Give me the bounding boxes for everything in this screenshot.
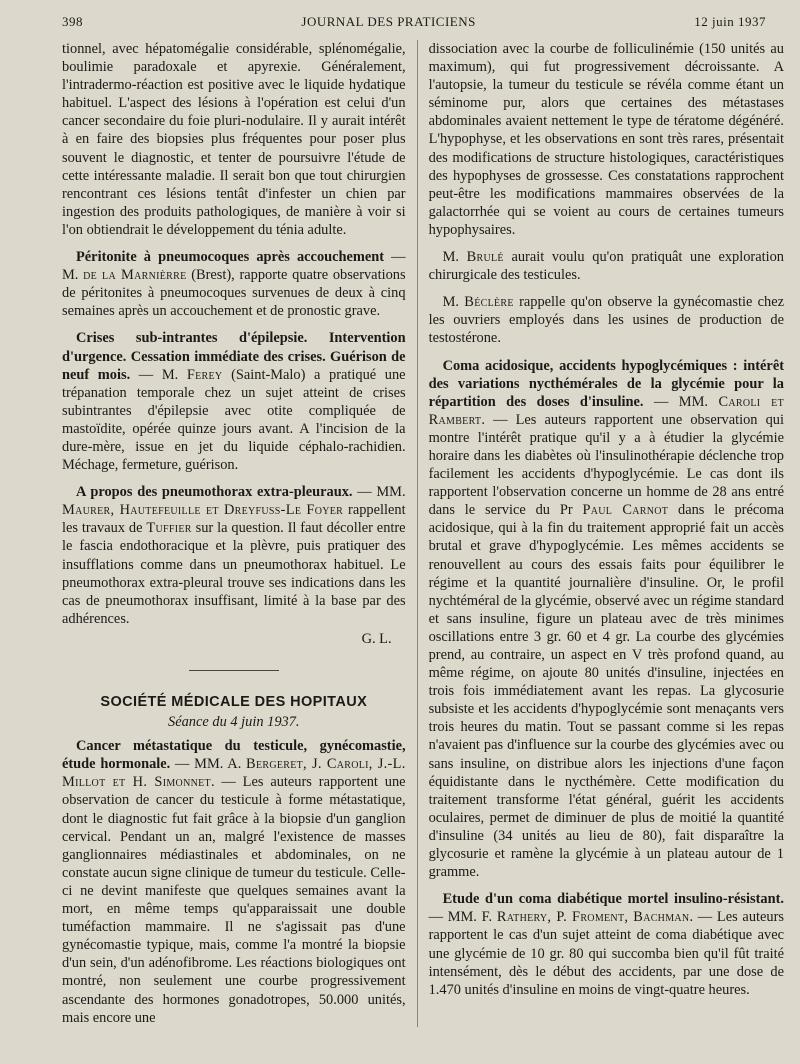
heading-peritonite: Péritonite à pneumocoques après accouchement: [76, 249, 385, 266]
author-name: Ferey: [186, 366, 223, 383]
reference-name: Tuffier: [146, 520, 192, 537]
author-name: Brulé: [466, 249, 504, 266]
paragraph-pneumothorax: A propos des pneumothorax extra-pleuraux. — MM. Maurer, Hautefeuille et Dreyfuss-Le Foyer rappellent les travaux de Tuffier sur la question. Il faut décoller entre le fascia endothoracique et la plèvre, puis pratiquer des insufflations comme dans un pneumothorax habituel. Le pneumothorax extra-pleural trouve ses indications dans les cas de pneumothorax insuffisant, limité à la base par des adhérences.: [62, 484, 406, 627]
author-names: Caroli et Rambert: [428, 393, 784, 428]
session-date: Séance du 4 juin 1937.: [168, 714, 300, 731]
reference-name: Paul Carnot: [582, 502, 669, 519]
left-column: [62, 40, 418, 1027]
section-divider: [189, 670, 279, 671]
author-names: Maurer, Hautefeuille et Dreyfuss-Le Foyer: [62, 502, 344, 519]
heading-epilepsie: Crises sub-intrantes d'épilepsie. Intervention d'urgence. Cessation immédiate des crises. Guérison de neuf mois.: [62, 330, 406, 383]
paragraph-cancer-testicule: Cancer métastatique du testicule, gynécomastie, étude hormonale. — MM. A. Bergeret, J. Caroli, J.-L. Millot et H. Simonnet. — Les auteurs rapportent une observation de cancer du testicule à forme métastatique, dont le diagnostic fut fait grâce à la biopsie d'un ganglion cervical. Pendant un an, malgré l'existence de masses ganglionnaires médiastinales et abdominales, on ne constate aucun signe clinique de tumeur du testicule. Celle-ci ne devint manifeste que quelques semaines avant la mort, en même temps qu'apparaissait une double tuméfaction mammaire. Il ne s'agissait pas d'une gynécomastie typique, mais, comme l'a montré la biopsie d'un sein, d'un adénofibrome. Les réactions biologiques ont montré, non seulement une courbe progressivement ascendante des hormones gonadotropes, 50.000 unités, mais encore une: [62, 738, 406, 1026]
paragraph-hydatid-continuation: tionnel, avec hépatomégalie considérable, splénomégalie, boulimie paradoxale et apyrexie. Généralement, l'intradermo-réaction est positive avec le liquide hydatique habituel. L'aspect des lésions à l'opération est celui d'un cancer secondaire du foie pluri-nodulaire. Il y aurait intérêt à en faire des biopsies plus fréquentes pour poser plus souvent le diagnostic, et tenter de poursuivre l'étude de cette intéressante maladie. Il serait bon que tout chirurgien rencontrant ces lésions tentât d'infester un chien par ingestion des produits pathologiques, de manière à voir si l'on obtiendrait le développement du ténia adulte.: [62, 41, 406, 238]
signature: G. L.: [361, 630, 392, 647]
issue-date: 12 juin 1937: [694, 14, 766, 29]
page-header: [62, 14, 766, 36]
paragraph-cancer-continuation: dissociation avec la courbe de folliculinémie (150 unités au maximum), qui fut progressivement décroissante. A l'autopsie, la tumeur du testicule se révéla comme étant un séminome pur, alors que certaines des métastases abdominales avaient nettement le type de tératome dégénéré. L'hypophyse, et les observations en sont très rares, présentait des modifications de structure histologiques, caractéristiques des hypophyses de grossesse. Ces constatations rapprochent peut-être les modifications mammaires observées de la galactorrhée qui se voient au cours de certaines tumeurs hypophysaires.: [428, 41, 784, 238]
page-number: 398: [62, 14, 83, 29]
author-names: Bergeret, J. Caroli, J.-L. Millot et H. Simonnet: [62, 756, 406, 791]
paragraph-peritonite: Péritonite à pneumocoques après accouchement — M. de la Marnièrre (Brest), rapporte quatre observations de péritonites à pneumocoques survenues de deux à cinq semaines après un accouchement et de pronostic grave.: [62, 249, 406, 320]
author-name: Béclère: [464, 294, 514, 311]
heading-cancer-testicule: Cancer métastatique du testicule, gynécomastie, étude hormonale.: [62, 738, 406, 773]
heading-coma-diabetique: Etude d'un coma diabétique mortel insulino-résistant.: [442, 891, 784, 908]
paragraph-brule: M. Brulé aurait voulu qu'on pratiquât une exploration chirurgicale des testicules.: [428, 249, 784, 284]
heading-coma-acidosique: Coma acidosique, accidents hypoglycémiques : intérêt des variations nycthémérales de la glycémie pour la répartition des doses d'insuline.: [428, 357, 784, 410]
heading-pneumothorax: A propos des pneumothorax extra-pleuraux.: [76, 484, 353, 501]
two-column-body: [62, 40, 784, 1027]
section-title: SOCIÉTÉ MÉDICALE DES HOPITAUX: [100, 694, 368, 710]
author-names: Rathery, P. Froment, Bachman: [496, 909, 690, 926]
paragraph-beclere: M. Béclère rappelle qu'on observe la gynécomastie chez les ouvriers employés dans les usines de production de testostérone.: [428, 294, 784, 347]
paragraph-epilepsie: Crises sub-intrantes d'épilepsie. Intervention d'urgence. Cessation immédiate des crises. Guérison de neuf mois. — M. Ferey (Saint-Malo) a pratiqué une trépanation temporale chez un sujet atteint de crises subintrantes d'épilepsie avec otite compliquée de mastoïdite, opérée quinze jours avant. A l'incision de la dure-mère, issue en jet du liquide céphalo-rachidien. Méchage, fermeture, guérison.: [62, 330, 406, 474]
paragraph-coma-diabetique: Etude d'un coma diabétique mortel insulino-résistant. — MM. F. Rathery, P. Froment, Bachman. — Les auteurs rapportent le cas d'un sujet atteint de coma diabétique avec une glycémie de 10 gr. 80 qui succomba bien qu'il fût traité intensément, dès le début des accidents, par une dose de 1.470 unités d'insuline en moins de vingt-quatre heures.: [428, 891, 784, 998]
paragraph-coma-acidosique: Coma acidosique, accidents hypoglycémiques : intérêt des variations nycthémérales de la glycémie pour la répartition des doses d'insuline. — MM. Caroli et Rambert. — Les auteurs rapportent une observation qui montre l'intérêt pratique qu'il y a à étudier la glycémie horaire dans les diabètes où l'insulinothérapie déclenche trop facilement les accidents d'hypoglycémie. Le cas dont ils rapportent l'observation concerne un homme de 28 ans entré dans le service du Pr Paul Carnot dans le précoma acidosique, qui à la fin du traitement approprié fait un accès brutal et grave d'hypoglycémie. Les mêmes accidents se renouvellent au cours des essais faits pour équilibrer le régime et la quantité journalière d'insuline. Or, le profil nychtéméral de la glycémie, observé avec un régime standard et sans insuline, figure un plateau avec de très minimes oscillations entre 3 gr. 60 et 4 gr. La courbe des glycémies prend, au contraire, un aspect en V très profond quand, au même régime, on ajoute 80 unités d'insuline, injectées en trois fois immédiatement avant les repas. La glycosurie subsiste et les accidents d'hypoglycémie sont menaçants vers trois heures du matin. Tout se passant comme si les repas n'avaient pas d'influence sur la courbe des glycémies avec ou sans insuline, on distribue alors les injections d'une façon équidistante dans le nycthémère. Cette modification du traitement transforme l'état général, guérit les accidents oculaires, permet de diminuer de plus de moitié la quantité d'insuline (34 unités au lieu de 80), fait disparaître la glycosurie et ramène la glycémie à un plateau autour de 1 gramme.: [428, 357, 784, 881]
right-column: [418, 40, 784, 1027]
journal-title: JOURNAL DES PRATICIENS: [301, 14, 476, 29]
author-name: de la Marnièrre: [83, 267, 187, 284]
